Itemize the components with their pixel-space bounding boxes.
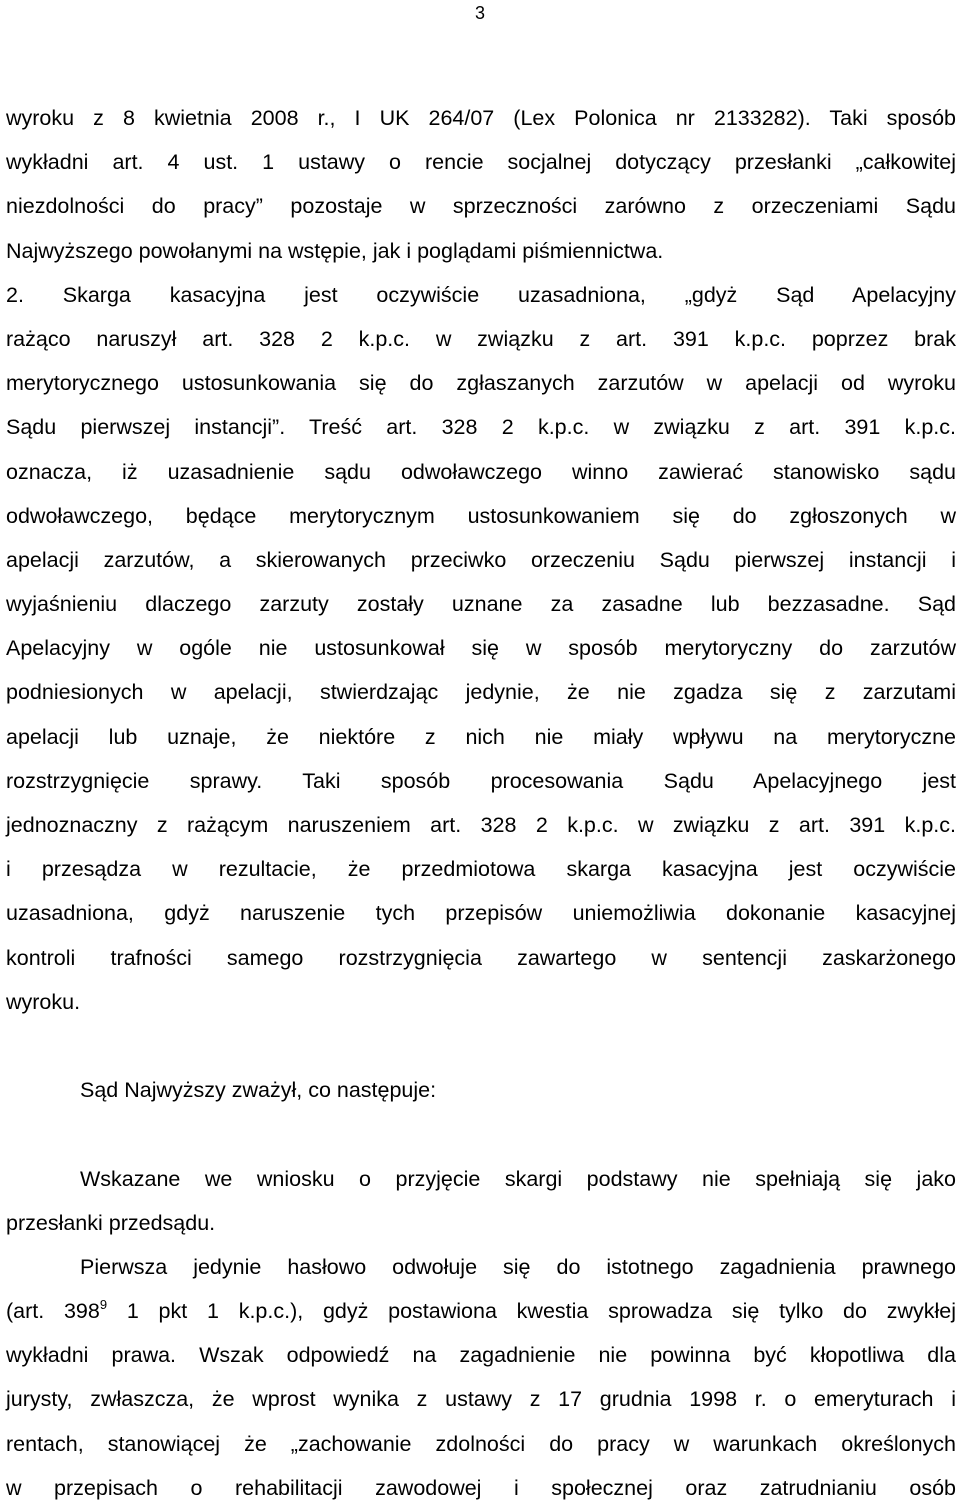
spacer [6,1112,956,1156]
paragraph-1 [6,96,956,273]
text-line: uzasadniona, gdyż naruszenie tych przepisów uniemożliwia dokonanie kasacyjnej [6,901,956,926]
text-line: 2. Skarga kasacyjna jest oczywiście uzasadniona, „gdyż Sąd Apelacyjny [6,282,956,307]
text-line: Najwyższego powołanymi na wstępie, jak i poglądami piśmiennictwa. [6,238,664,263]
text-line: Apelacyjny w ogóle nie ustosunkował się w sposób merytoryczny do zarzutów [6,636,956,661]
text-line: wykładni prawa. Wszak odpowiedź na zagadnienie nie powinna być kłopotliwa dla [6,1343,956,1368]
text-line: rentach, stanowiącej że „zachowanie zdolności do pracy w warunkach określonych [6,1431,956,1456]
text-line: odwoławczego, będące merytorycznym ustosunkowaniem się do zgłoszonych w [6,503,956,528]
text-line: wyroku z 8 kwietnia 2008 r., I UK 264/07 (Lex Polonica nr 2133282). Taki sposób [6,106,956,130]
superscript: 9 [99,1297,108,1313]
spacer [6,1024,956,1068]
text-line: apelacji lub uznaje, że niektóre z nich nie miały wpływu na merytoryczne [6,724,956,749]
paragraph-2 [6,273,956,1024]
text-fragment: 1 pkt 1 k.p.c.), gdyż postawiona kwestia sprowadza się tylko do zwykłej [107,1299,956,1324]
text-line: w przepisach o rehabilitacji zawodowej i społecznej oraz zatrudnianiu osób [6,1475,956,1500]
text-line: niezdolności do pracy” pozostaje w sprzeczności zarówno z orzeczeniami Sądu [6,194,956,219]
document-body [6,96,956,1510]
text-line: jednoznaczny z rażącym naruszeniem art. 328 2 k.p.c. w związku z art. 391 k.p.c. [6,813,956,837]
paragraph-3 [6,1157,956,1245]
text-line: oznacza, iż uzasadnienie sądu odwoławczego winno zawierać stanowisko sądu [6,459,956,484]
text-line: wyjaśnieniu dlaczego zarzuty zostały uznane za zasadne lub bezzasadne. Sąd [6,592,956,617]
text-line: i przesądza w rezultacie, że przedmiotowa skarga kasacyjna jest oczywiście [6,857,956,882]
text-line: jurysty, zwłaszcza, że wprost wynika z ustawy z 17 grudnia 1998 r. o emeryturach i [6,1387,956,1412]
text-line: rażąco naruszył art. 328 2 k.p.c. w związku z art. 391 k.p.c. poprzez brak [6,326,956,351]
text-line: apelacji zarzutów, a skierowanych przeciwko orzeczeniu Sądu pierwszej instancji i [6,547,956,572]
page-number: 3 [474,3,485,23]
text-line: podniesionych w apelacji, stwierdzając jedynie, że nie zgadza się z zarzutami [6,680,956,705]
text-line: Sądu pierwszej instancji”. Treść art. 328 2 k.p.c. w związku z art. 391 k.p.c. [6,415,956,440]
text-fragment: (art. 398 [6,1299,100,1324]
text-line: wykładni art. 4 ust. 1 ustawy o rencie socjalnej dotyczący przesłanki „całkowitej [6,150,956,175]
paragraph-4 [6,1245,956,1510]
text-line: Wskazane we wniosku o przyjęcie skargi podstawy nie spełniają się jako [80,1166,956,1191]
text-line: merytorycznego ustosunkowania się do zgłaszanych zarzutów w apelacji od wyroku [6,371,956,396]
text-line: przesłanki przedsądu. [6,1210,216,1235]
text-line [6,1289,956,1333]
section-heading: Sąd Najwyższy zważył, co następuje: [80,1078,437,1103]
text-line: wyroku. [6,989,81,1014]
text-line: Pierwsza jedynie hasłowo odwołuje się do istotnego zagadnienia prawnego [80,1254,956,1279]
text-line: kontroli trafności samego rozstrzygnięcia zawartego w sentencji zaskarżonego [6,945,956,970]
text-line: rozstrzygnięcie sprawy. Taki sposób procesowania Sądu Apelacyjnego jest [6,768,956,793]
